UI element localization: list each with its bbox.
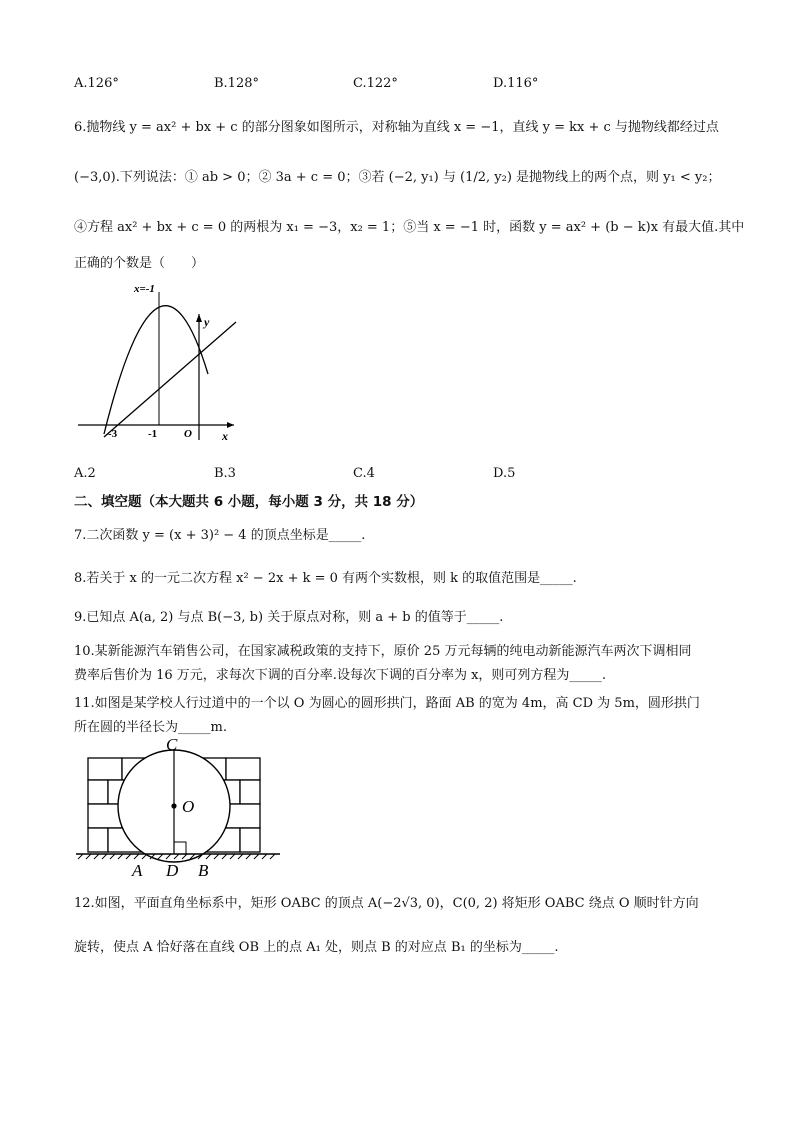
q6-option-a[interactable]: A.2 (74, 466, 96, 481)
q6-option-c[interactable]: C.4 (353, 466, 375, 481)
q6-option-b[interactable]: B.3 (214, 466, 236, 481)
center-dot (171, 803, 176, 808)
q6-option-d[interactable]: D.5 (493, 466, 516, 481)
q5-option-c[interactable]: C.122° (353, 76, 398, 91)
label-a: A (132, 861, 143, 880)
label-o: O (182, 797, 195, 816)
y-axis-arrow (196, 314, 202, 322)
section-title-fill-blank: 二、填空题（本大题共 6 小题，每小题 3 分，共 18 分） (74, 494, 424, 510)
q12-line1: 12.如图，平面直角坐标系中，矩形 OABC 的顶点 A(−2√3, 0)，C(0, 2) 将矩形 OABC 绕点 O 顺时针方向 (74, 896, 699, 911)
q10-line2: 费率后售价为 16 万元，求每次下调的百分率.设每次下调的百分率为 x，则可列方程为_____. (74, 668, 607, 683)
origin-label: O (184, 428, 192, 440)
tick-neg1: -1 (148, 428, 158, 440)
x-axis-arrow (227, 422, 234, 428)
q6-stem-line1: 6.抛物线 y = ax² + bx + c 的部分图象如图所示，对称轴为直线 x = −1，直线 y = kx + c 与抛物线都经过点 (74, 120, 719, 135)
q12-line2: 旋转，使点 A 恰好落在直线 OB 上的点 A₁ 处，则点 B 的对应点 B₁ 的坐标为_____. (74, 940, 559, 955)
right-brick-wall (192, 758, 260, 852)
left-brick-wall (88, 758, 156, 852)
q5-option-a[interactable]: A.126° (74, 76, 119, 91)
label-b: B (198, 861, 209, 880)
q11-line2: 所在圆的半径长为_____m. (74, 720, 227, 735)
q6-stem-line4: 正确的个数是（ ） (74, 256, 205, 271)
q6-stem-line3: ④方程 ax² + bx + c = 0 的两根为 x₁ = −3，x₂ = 1；⑤当 x = −1 时，函数 y = ax² + (b − k)x 有最大值.其中 (74, 220, 745, 235)
label-d: D (166, 861, 179, 880)
q9-text: 9.已知点 A(a, 2) 与点 B(−3, b) 关于原点对称，则 a + b 的值等于_____. (74, 610, 504, 625)
q5-option-d[interactable]: D.116° (493, 76, 539, 91)
tick-neg3: -3 (108, 428, 118, 440)
q11-line1: 11.如图是某学校人行过道中的一个以 O 为圆心的圆形拱门，路面 AB 的宽为 4m，高 CD 为 5m，圆形拱门 (74, 696, 700, 711)
q6-stem-line2: (−3,0).下列说法：① ab > 0；② 3a + c = 0；③若 (−2, y₁) 与 (1/2, y₂) 是抛物线上的两个点，则 y₁ < y₂； (74, 170, 721, 185)
x-axis-label: x (222, 429, 228, 442)
q10-line1: 10.某新能源汽车销售公司，在国家减税政策的支持下，原价 25 万元每辆的纯电动新能源汽车两次下调相同 (74, 644, 692, 659)
right-angle-mark (174, 842, 186, 854)
symmetry-label: x=-1 (134, 283, 155, 295)
q11-arch-figure (74, 736, 284, 880)
q6-parabola-graph (74, 282, 249, 442)
label-c: C (166, 736, 178, 754)
q8-text: 8.若关于 x 的一元二次方程 x² − 2x + k = 0 有两个实数根，则 k 的取值范围是_____. (74, 571, 577, 586)
straight-line (104, 322, 236, 437)
y-axis-label: y (204, 315, 210, 329)
parabola-curve (104, 306, 208, 434)
q5-option-b[interactable]: B.128° (214, 76, 259, 91)
q7-text: 7.二次函数 y = (x + 3)² − 4 的顶点坐标是_____. (74, 528, 366, 543)
